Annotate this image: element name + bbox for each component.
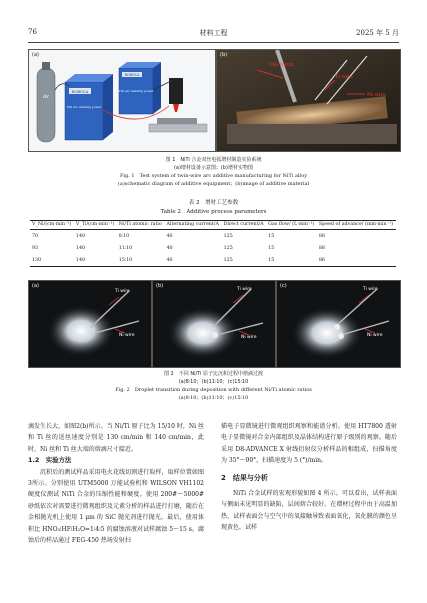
table-cell: 93 (32, 245, 39, 251)
table-cell: 40 (166, 233, 173, 239)
table-cell: 140 (75, 233, 86, 239)
col-header: V_Ni/(cm·min⁻¹) (30, 221, 74, 230)
table-header-row (30, 221, 396, 230)
figure-2-subcaption-zh: (a)8∶10；(b)11∶10；(c)15∶10 (178, 379, 249, 385)
figure-1-caption-zh: 图 1 NiTi 合金双丝电弧增材制造实验系统 (165, 157, 262, 163)
panel-label: (b) (156, 283, 164, 289)
figure-2-caption-zh: 图 2 不同 Ni/Ti 原子比沉积过程中熔滴过渡 (163, 371, 264, 377)
table-cell: 15∶10 (117, 254, 165, 267)
col-header: Ni/Ti atomic ratio (117, 221, 165, 230)
brand-logo-right: ROBOCA (124, 73, 140, 77)
label-ni-wire: Ni wire (367, 92, 386, 98)
table-cell: 130 (30, 254, 74, 267)
gas-cylinder (37, 68, 55, 142)
deposit (157, 118, 197, 124)
ni-wire-label: Ni wire (367, 333, 383, 338)
panel-label: (b) (220, 52, 228, 58)
droplet (334, 324, 340, 330)
body-column-right (221, 421, 397, 534)
table-row (30, 230, 396, 243)
label-ti-wire: Ti wire (335, 74, 353, 80)
figure-1b-photo (216, 49, 401, 152)
table-cell: 88 (318, 245, 325, 251)
paragraph: NiTi 合金试样的宏观形貌如图 4 所示。可以看出，试样表面与侧面未见明显的缺陷，层间熔合较好。在增材过程中由于高温加热，试样表面会与空气中的氧接触导致表面氧化，氧化膜的颜色呈现黄色。试样 (221, 490, 397, 532)
figure-2b-photo (152, 280, 276, 368)
running-header (28, 28, 399, 40)
table-cell: 15 (266, 254, 317, 267)
figure-1-subcaption-zh: (a)增材设备示意图；(b)增材实物图 (173, 165, 254, 171)
figure-1-subcaption-en: (a)schematic diagram of additive equipment；(b)image of additive material (117, 181, 310, 187)
cylinder-valve (42, 62, 50, 70)
section-heading: 2 结果与分析 (221, 473, 268, 482)
gas-label: Ar (42, 94, 50, 100)
table-cell: 140 (74, 254, 117, 267)
col-header: Gas flow/ (L·min⁻¹) (266, 221, 317, 230)
paragraph: 描电子显微镜进行微观组织观察和能谱分析。使用 HT7800 透射电子显微镜对合金内部组织及晶体结构进行原子级别的观察。随后采用 D8-ADVANCE X 射线衍射仪分析样品的相组成，扫描角度为 35°～90°，扫描速度为 5 (°)/min。 (221, 423, 397, 465)
droplet (212, 332, 218, 338)
figure-1-caption-en: Fig. 1 Test system of twin-wire arc additive manufacturing for NiTi alloy (119, 173, 308, 179)
brand-logo-left: ROBOCA (71, 90, 89, 94)
table-cell: 125 (222, 254, 267, 267)
equipment-schematic (29, 50, 215, 151)
body-column-left (28, 421, 204, 546)
panel-label: (a) (32, 52, 39, 58)
col-header: V_Ti/(cm·min⁻¹) (74, 221, 117, 230)
figure-2c-photo (276, 280, 401, 368)
col-header: Speed of advance/ (mm·min⁻¹) (317, 221, 396, 230)
table-cell: 15 (268, 245, 275, 251)
ni-wire-label: Ni wire (119, 333, 135, 338)
table-cell: 140 (75, 245, 86, 251)
table-2-title-en: Table 2 Additive process parameters (160, 209, 267, 215)
label-torch: TIG torch (269, 62, 294, 68)
table-row (30, 242, 396, 254)
table-cell: 70 (32, 233, 39, 239)
table-cell: 125 (223, 245, 233, 251)
table-cell: 125 (223, 233, 233, 239)
header-rule (28, 42, 399, 43)
table-cell: 40 (166, 245, 173, 251)
figure-2-subcaption-en: (a)8∶10；(b)11∶10；(c)15∶10 (178, 395, 249, 401)
figure-1a-schematic (28, 49, 216, 152)
figure-2 (28, 280, 399, 366)
additive-photo (217, 50, 400, 151)
paragraph: 沉积后的测试样品采用电火花线切割进行取样，取样位置如图3所示。分别使用 UTM5000 万能试验机和 WILSON VH1102 硬度仪测试 NiTi 合金的压缩性能和硬度。使用 200#～5000# 砂纸依次对需要进行微观组织及元素分析的样品进行打磨，随后在金相抛光机上使用 1 μm 的 SiC 抛光剂进行抛光。最后，使用体积比 HNO₃∶HF∶H₂O=1∶4∶5 的腐蚀溶液对试样腐蚀 5～15 s。腐蚀后的样品通过 FEG-450 热场发射扫 (28, 468, 204, 545)
ti-wire-label: Ti wire (237, 287, 252, 292)
table-cell: 86 (317, 254, 396, 267)
panel-label: (a) (32, 283, 39, 289)
table-2-title-zh: 表 2 增材工艺参数 (188, 200, 239, 206)
arc-glow (291, 307, 363, 359)
journal-name: 材料工程 (199, 29, 228, 37)
col-header: Alternating current/A (164, 221, 221, 230)
arc-glow (167, 307, 239, 359)
power-label-right: TIG arc welding power (118, 89, 154, 93)
welding-torch (169, 78, 183, 104)
droplet (338, 333, 344, 339)
table-row (30, 254, 396, 267)
table-cell: 11∶10 (118, 245, 133, 251)
base-plate (227, 124, 397, 144)
table-cell: 8∶10 (118, 233, 130, 239)
page-number: 76 (28, 28, 37, 36)
figure-1 (28, 49, 399, 150)
figure-2a-photo (28, 280, 152, 368)
table-cell: 15 (268, 233, 275, 239)
paragraph: 滴发生长大，如图2(b)所示。当 Ni/Ti 原子比为 15/10 时，Ni 丝和 Ti 丝的送丝速度分别是 130 cm/min 和 140 cm/min，此时，Ni 丝和 Ti 丝大端的熔滴尺寸接近。 (28, 423, 204, 453)
ni-wire-label: Ni wire (241, 335, 257, 340)
figure-2-caption-en: Fig. 2 Droplet transition during deposition with different Ni/Ti atomic ratios (115, 387, 312, 393)
panel-label: (c) (280, 283, 287, 289)
table-cell: 88 (318, 233, 325, 239)
process-parameters-table (30, 220, 396, 267)
issue-date: 2025 年 5 月 (356, 29, 399, 37)
ti-wire-label: Ti wire (115, 289, 130, 294)
table-cell: 40 (164, 254, 221, 267)
substrate (149, 124, 207, 132)
ti-wire-label: Ti wire (363, 287, 378, 292)
power-label-left: TIG arc welding power (66, 105, 102, 109)
section-heading: 1.2 实验方法 (28, 456, 72, 465)
col-header: Direct current/A (222, 221, 267, 230)
